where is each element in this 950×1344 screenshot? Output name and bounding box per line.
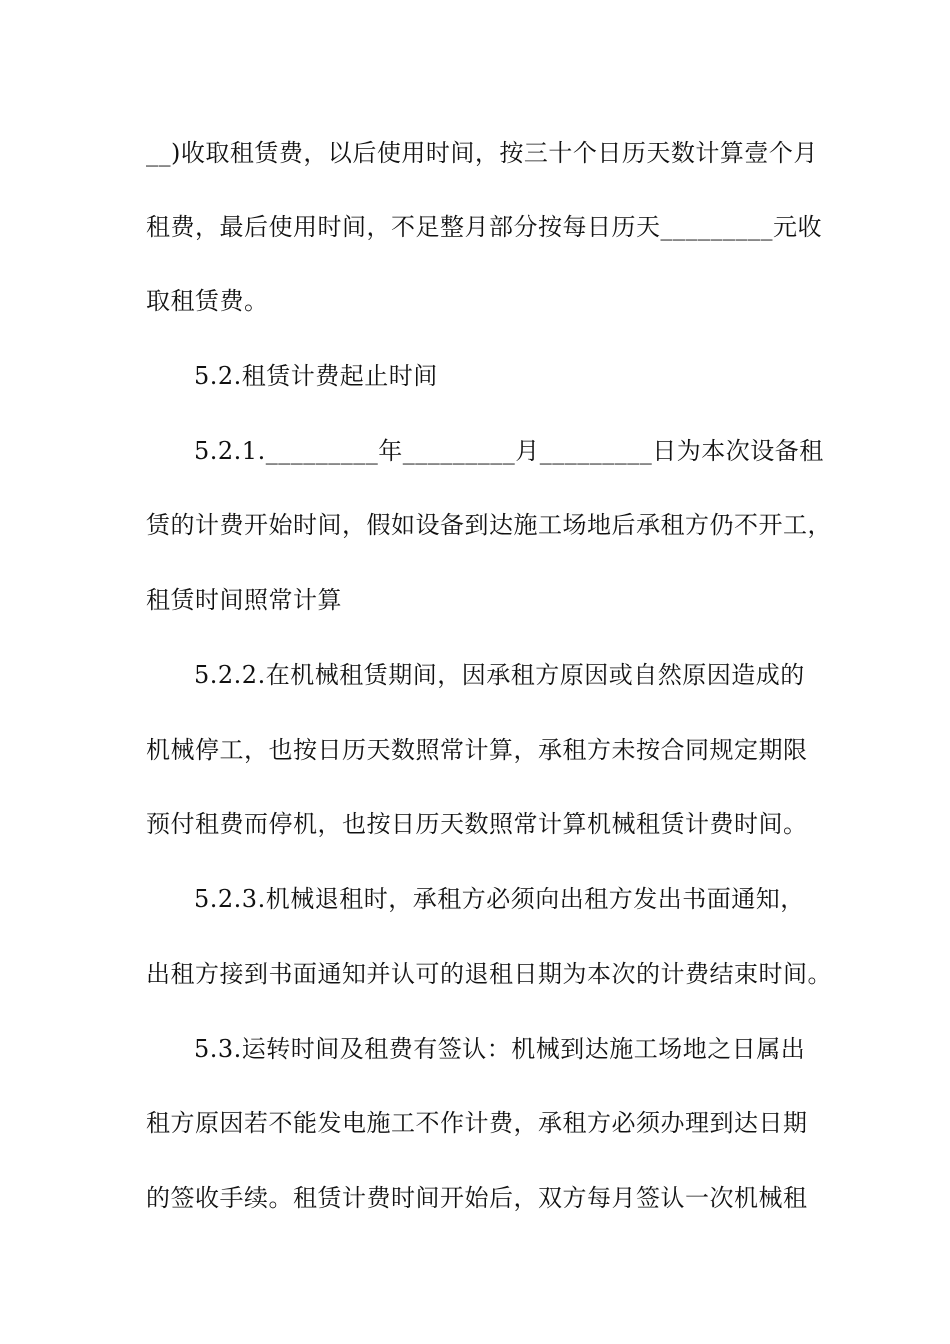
text-line: 出租方接到书面通知并认可的退租日期为本次的计费结束时间。	[146, 960, 832, 988]
text-line: 租费，最后使用时间，不足整月部分按每日历天_________元收	[146, 213, 822, 241]
text-line: 5.2.3.机械退租时，承租方必须向出租方发出书面通知，	[194, 885, 805, 913]
text-line: 5.3.运转时间及租费有签认：机械到达施工场地之日属出	[194, 1035, 806, 1063]
text-line: 机械停工，也按日历天数照常计算，承租方未按合同规定期限	[146, 736, 808, 764]
text-line: 取租赁费。	[146, 287, 269, 315]
text-line: 租方原因若不能发电施工不作计费，承租方必须办理到达日期	[146, 1109, 808, 1137]
text-line: 预付租费而停机，也按日历天数照常计算机械租赁计费时间。	[146, 810, 808, 838]
text-line: 5.2.1._________年_________月_________日为本次设备租	[194, 437, 824, 465]
text-line: 5.2.2.在机械租赁期间，因承租方原因或自然原因造成的	[194, 661, 805, 689]
section-heading: 5.2.租赁计费起止时间	[194, 362, 438, 390]
text-line: 的签收手续。租赁计费时间开始后，双方每月签认一次机械租	[146, 1184, 808, 1212]
text-line: 赁的计费开始时间，假如设备到达施工场地后承租方仍不开工，	[146, 511, 832, 539]
text-line: __)收取租赁费，以后使用时间，按三十个日历天数计算壹个月	[146, 139, 818, 167]
text-line: 租赁时间照常计算	[146, 586, 342, 614]
